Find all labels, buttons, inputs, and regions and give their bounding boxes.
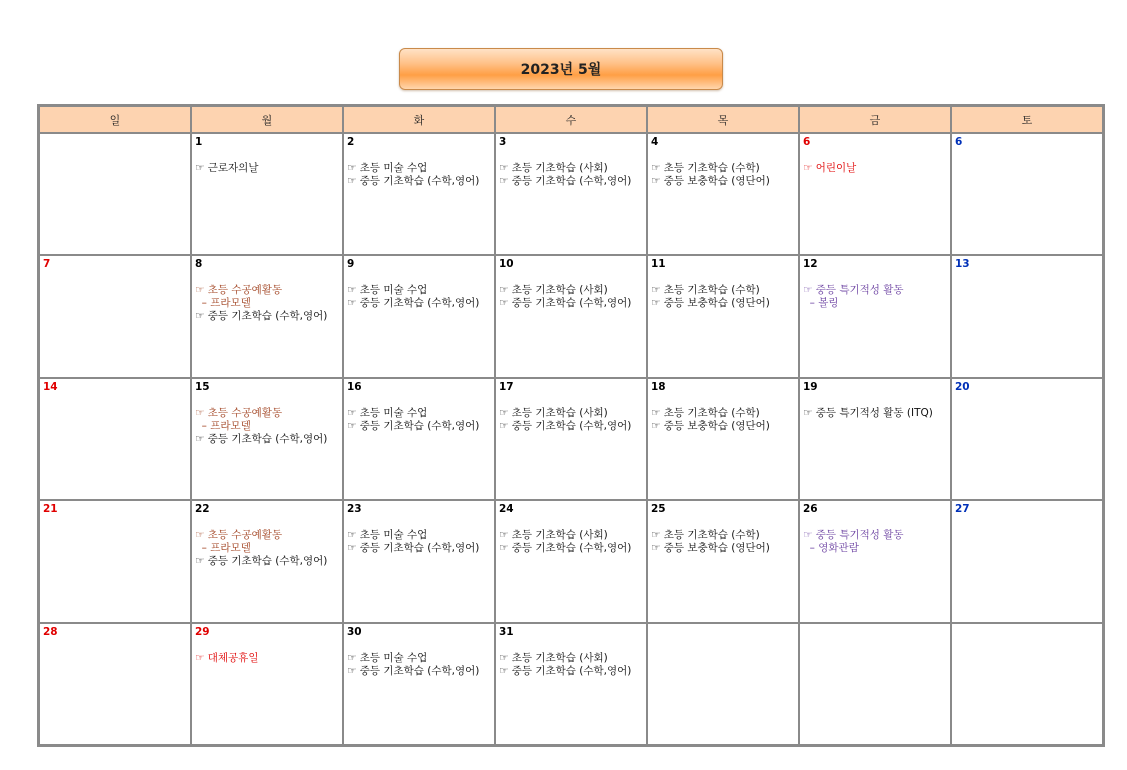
day-cell[interactable] (344, 256, 494, 376)
day-number: 13 (955, 258, 970, 271)
event-item: ☞ 초등 미술 수업 (347, 284, 428, 297)
event-item: ☞ 중등 기초학습 (수학,영어) (195, 432, 328, 445)
day-cell[interactable] (648, 256, 798, 376)
weekday-header-sun: 일 (40, 107, 190, 132)
event-item: ☞ 초등 미술 수업 (347, 406, 428, 419)
event-list (651, 162, 796, 188)
event-item: ☞ 중등 기초학습 (수학,영어) (499, 664, 632, 677)
event-item: ☞ 초등 수공예활동 (195, 406, 283, 419)
event-list (347, 162, 492, 188)
weekday-header-thu: 목 (648, 107, 798, 132)
event-list (499, 162, 644, 188)
day-number (43, 136, 188, 149)
day-number (955, 626, 1100, 639)
day-cell[interactable] (40, 379, 190, 499)
weekday-header-fri: 금 (800, 107, 950, 132)
event-list (803, 529, 948, 555)
day-number: 3 (499, 136, 507, 148)
weekday-header-tue: 화 (344, 107, 494, 132)
day-number: 1 (195, 136, 203, 148)
day-number: 27 (955, 503, 970, 516)
event-list (499, 529, 644, 555)
day-cell[interactable] (648, 134, 798, 254)
event-item: ☞ 초등 기초학습 (사회) (499, 651, 608, 664)
day-cell[interactable] (496, 379, 646, 499)
event-item: ☞ 초등 미술 수업 (347, 651, 428, 664)
day-number: 30 (347, 625, 362, 638)
day-cell[interactable] (800, 624, 950, 744)
day-number: 4 (651, 136, 659, 148)
calendar-grid (37, 104, 1105, 747)
day-cell[interactable] (40, 256, 190, 376)
event-list (803, 284, 948, 310)
day-number: 12 (803, 258, 818, 271)
day-number: 24 (499, 503, 514, 516)
event-item: ☞ 초등 기초학습 (수학) (651, 162, 760, 174)
day-cell[interactable] (800, 379, 950, 499)
event-item: ☞ 어린이날 (803, 162, 857, 174)
event-item: – 프라모델 (195, 419, 251, 432)
event-list (195, 652, 340, 665)
day-cell[interactable] (344, 501, 494, 621)
day-cell[interactable] (40, 501, 190, 621)
weekday-header-sat: 토 (952, 107, 1102, 132)
day-cell[interactable] (648, 379, 798, 499)
day-cell[interactable] (496, 624, 646, 744)
event-list (347, 652, 492, 678)
event-list (347, 284, 492, 310)
day-cell[interactable] (648, 501, 798, 621)
event-item: ☞ 초등 기초학습 (수학) (651, 284, 760, 297)
event-item: ☞ 초등 수공예활동 (195, 529, 283, 542)
event-item: ☞ 중등 보충학습 (영단어) (651, 175, 770, 187)
day-cell[interactable] (192, 624, 342, 744)
day-number: 11 (651, 258, 666, 271)
day-cell[interactable] (344, 379, 494, 499)
day-number: 14 (43, 380, 58, 393)
event-item: ☞ 중등 기초학습 (수학,영어) (347, 419, 480, 432)
day-number: 2 (347, 136, 355, 148)
day-number: 8 (195, 258, 203, 271)
event-item: ☞ 초등 미술 수업 (347, 162, 428, 174)
day-number: 19 (803, 380, 818, 393)
day-cell[interactable] (192, 379, 342, 499)
event-list (499, 652, 644, 678)
day-number: 18 (651, 380, 666, 393)
event-list (195, 284, 340, 323)
event-list (195, 407, 340, 446)
day-number: 15 (195, 380, 210, 393)
day-number: 16 (347, 380, 362, 393)
day-number: 9 (347, 258, 355, 271)
event-item: ☞ 중등 기초학습 (수학,영어) (347, 664, 480, 677)
day-cell[interactable] (952, 501, 1102, 621)
event-list (499, 407, 644, 433)
day-number: 6 (803, 136, 811, 148)
day-number: 21 (43, 503, 58, 516)
event-item: ☞ 중등 보충학습 (영단어) (651, 297, 770, 310)
event-item: ☞ 초등 기초학습 (사회) (499, 284, 608, 297)
event-item: – 프라모델 (195, 542, 251, 555)
event-item: ☞ 중등 기초학습 (수학,영어) (499, 419, 632, 432)
weekday-header-mon: 월 (192, 107, 342, 132)
day-number: 23 (347, 503, 362, 516)
event-item: ☞ 초등 기초학습 (사회) (499, 406, 608, 419)
weekday-header-wed: 수 (496, 107, 646, 132)
day-cell[interactable] (496, 501, 646, 621)
day-number: 7 (43, 258, 51, 271)
event-item: – 프라모델 (195, 297, 251, 310)
event-item: ☞ 중등 기초학습 (수학,영어) (347, 297, 480, 310)
day-cell[interactable] (192, 256, 342, 376)
day-number: 28 (43, 625, 58, 638)
day-cell[interactable] (496, 134, 646, 254)
day-number: 17 (499, 380, 514, 393)
day-number: 26 (803, 503, 818, 516)
day-number: 6 (955, 136, 963, 148)
day-cell[interactable] (952, 379, 1102, 499)
event-item: ☞ 중등 기초학습 (수학,영어) (499, 542, 632, 555)
event-item: ☞ 중등 기초학습 (수학,영어) (195, 310, 328, 323)
event-list (803, 162, 948, 175)
event-item: ☞ 초등 기초학습 (사회) (499, 162, 608, 174)
event-item: ☞ 근로자의날 (195, 162, 259, 174)
event-list (651, 529, 796, 555)
event-item: – 볼링 (803, 297, 839, 310)
day-cell[interactable] (952, 256, 1102, 376)
event-item: ☞ 초등 기초학습 (사회) (499, 529, 608, 542)
day-cell[interactable] (192, 501, 342, 621)
event-list (195, 162, 340, 175)
event-item: ☞ 중등 특기적성 활동 (ITQ) (803, 406, 933, 419)
day-number: 22 (195, 503, 210, 516)
event-item: ☞ 중등 기초학습 (수학,영어) (499, 175, 632, 187)
day-number: 25 (651, 503, 666, 516)
event-list (195, 529, 340, 568)
event-list (651, 284, 796, 310)
event-item: ☞ 중등 특기적성 활동 (803, 284, 904, 297)
event-item: – 영화관람 (803, 542, 859, 555)
event-item: ☞ 중등 기초학습 (수학,영어) (499, 297, 632, 310)
day-cell[interactable] (40, 624, 190, 744)
event-item: ☞ 초등 기초학습 (수학) (651, 406, 760, 419)
day-cell[interactable] (40, 134, 190, 254)
event-item: ☞ 중등 기초학습 (수학,영어) (347, 542, 480, 555)
day-cell[interactable] (496, 256, 646, 376)
day-cell[interactable] (952, 134, 1102, 254)
day-cell[interactable] (952, 624, 1102, 744)
event-item: ☞ 중등 기초학습 (수학,영어) (195, 555, 328, 568)
event-list (651, 407, 796, 433)
day-cell[interactable] (648, 624, 798, 744)
event-item: ☞ 초등 수공예활동 (195, 284, 283, 297)
day-cell[interactable] (800, 256, 950, 376)
day-number: 29 (195, 625, 210, 638)
event-list (803, 407, 948, 420)
day-number: 31 (499, 625, 514, 638)
event-list (347, 407, 492, 433)
event-item: ☞ 초등 기초학습 (수학) (651, 529, 760, 542)
event-item: ☞ 중등 특기적성 활동 (803, 529, 904, 542)
event-item: ☞ 대체공휴일 (195, 651, 259, 664)
day-cell[interactable] (344, 134, 494, 254)
event-list (499, 284, 644, 310)
event-item: ☞ 중등 보충학습 (영단어) (651, 542, 770, 555)
day-cell[interactable] (192, 134, 342, 254)
event-list (347, 529, 492, 555)
day-cell[interactable] (800, 134, 950, 254)
day-cell[interactable] (800, 501, 950, 621)
event-item: ☞ 중등 기초학습 (수학,영어) (347, 175, 480, 187)
day-number (651, 626, 796, 639)
event-item: ☞ 초등 미술 수업 (347, 529, 428, 542)
calendar-title: 2023년 5월 (399, 48, 723, 90)
day-number: 10 (499, 258, 514, 271)
event-item: ☞ 중등 보충학습 (영단어) (651, 419, 770, 432)
day-number (803, 626, 948, 639)
day-cell[interactable] (344, 624, 494, 744)
day-number: 20 (955, 380, 970, 393)
